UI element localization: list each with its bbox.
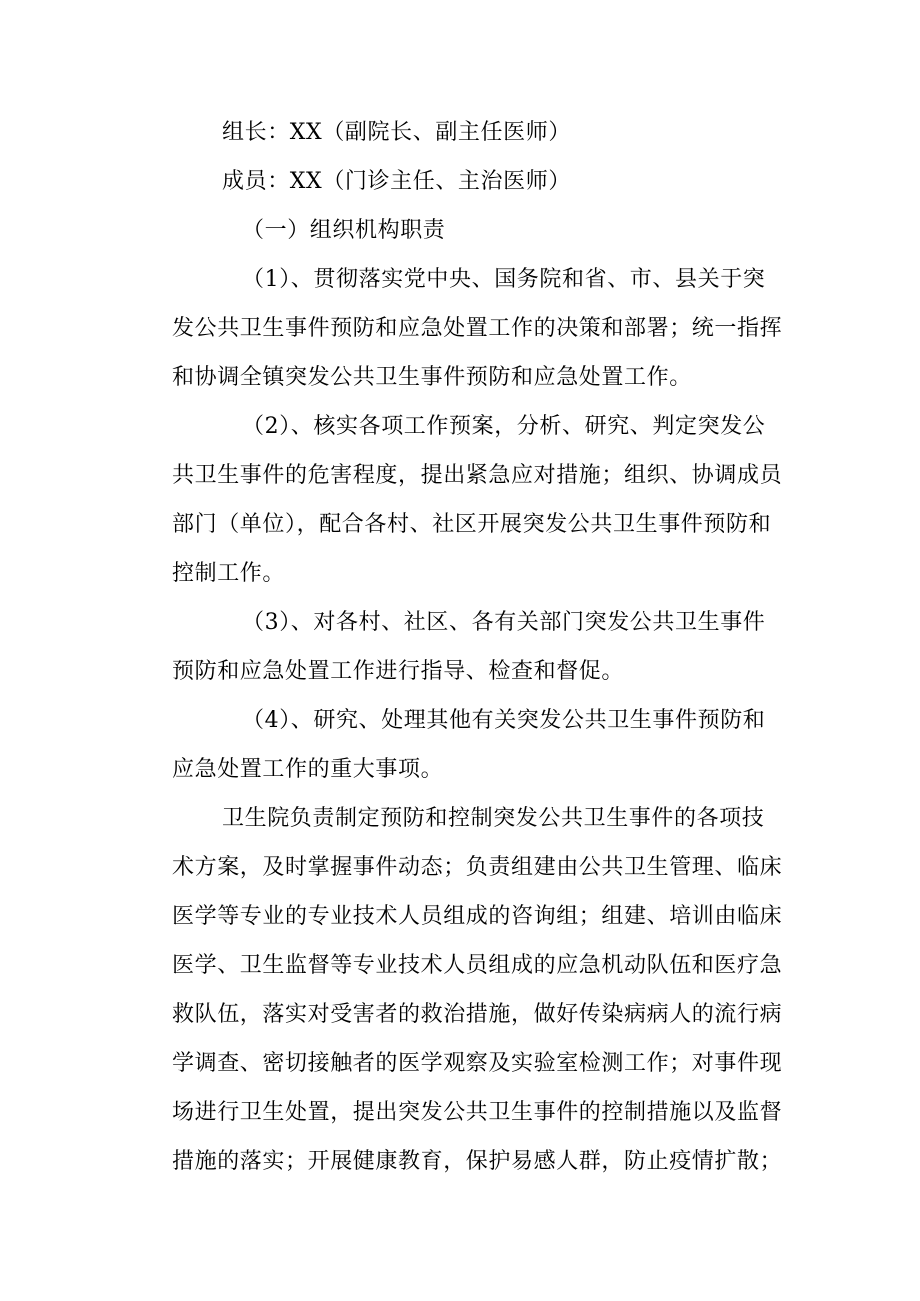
paragraph-line: 场进行卫生处置，提出突发公共卫生事件的控制措施以及监督 xyxy=(172,1100,783,1125)
paragraph-line: （1）、贯彻落实党中央、国务院和省、市、县关于突 xyxy=(242,267,766,292)
paragraph-line: （3）、对各村、社区、各有关部门突发公共卫生事件 xyxy=(242,610,766,635)
paragraph-line: 措施的落实；开展健康教育，保护易感人群，防止疫情扩散； xyxy=(172,1149,783,1174)
section-heading: （一）组织机构职责 xyxy=(242,218,446,243)
paragraph-line: 卫生院负责制定预防和控制突发公共卫生事件的各项技 xyxy=(222,806,765,831)
paragraph-line: 救队伍，落实对受害者的救治措施，做好传染病病人的流行病 xyxy=(172,1002,783,1027)
paragraph-line: 医学等专业的专业技术人员组成的咨询组；组建、培训由临床 xyxy=(172,904,783,929)
paragraph-line: 应急处置工作的重大事项。 xyxy=(172,757,444,782)
paragraph-line: 部门（单位），配合各村、社区开展突发公共卫生事件预防和 xyxy=(172,512,772,537)
paragraph-line: 发公共卫生事件预防和应急处置工作的决策和部署；统一指挥 xyxy=(172,316,783,341)
document-body xyxy=(172,108,783,1186)
paragraph-line: 术方案，及时掌握事件动态；负责组建由公共卫生管理、临床 xyxy=(172,855,783,880)
paragraph-line: 预防和应急处置工作进行指导、检查和督促。 xyxy=(172,659,625,684)
member-line: 成员：XX（门诊主任、主治医师） xyxy=(222,169,571,194)
paragraph-line: 共卫生事件的危害程度，提出紧急应对措施；组织、协调成员 xyxy=(172,463,783,488)
paragraph-line: 医学、卫生监督等专业技术人员组成的应急机动队伍和医疗急 xyxy=(172,953,783,978)
paragraph-line: （4）、研究、处理其他有关突发公共卫生事件预防和 xyxy=(242,708,766,733)
paragraph-line: 学调查、密切接触者的医学观察及实验室检测工作；对事件现 xyxy=(172,1051,783,1076)
paragraph-line: 控制工作。 xyxy=(172,561,286,586)
paragraph-line: （2）、核实各项工作预案，分析、研究、判定突发公 xyxy=(242,414,766,439)
group-leader-line: 组长：XX（副院长、副主任医师） xyxy=(222,120,571,145)
paragraph-line: 和协调全镇突发公共卫生事件预防和应急处置工作。 xyxy=(172,365,692,390)
